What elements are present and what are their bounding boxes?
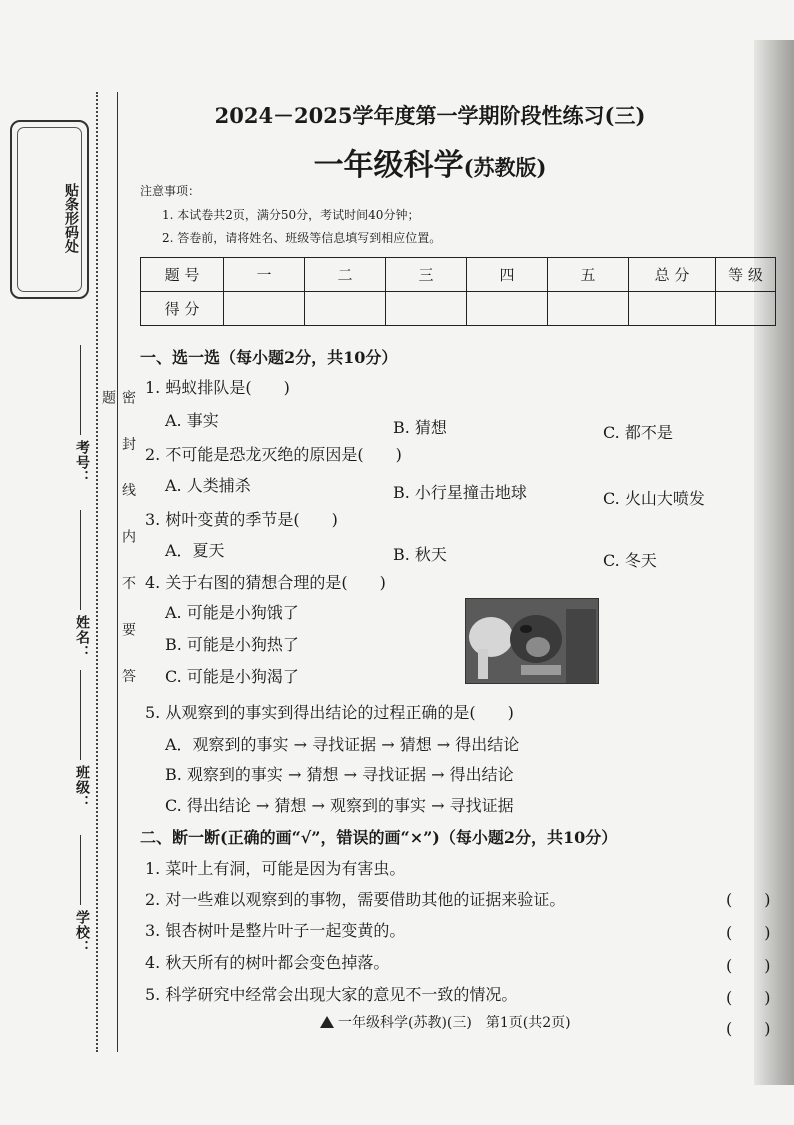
q5-option-b: B. 观察到的事实 → 猜想 → 寻找证据 → 得出结论 [165,765,514,784]
field-class: 班级： [74,765,90,810]
score-cell: 五 [548,258,629,292]
exam-subject [130,140,730,184]
score-entry[interactable] [305,292,386,326]
field-school: 学校： [74,910,90,955]
barcode-label: 贴条形码处 [63,183,79,253]
score-entry[interactable] [386,292,467,326]
judge-item-2: 2. 对一些难以观察到的事物，需要借助其他的证据来验证。 [145,890,566,909]
dog-photo-illustration [466,599,598,683]
publisher-logo-icon [320,1016,334,1028]
score-entry[interactable] [224,292,305,326]
q1-option-b: B. 猜想 [393,418,447,437]
note-item-1: 1. 本试卷共2页，满分50分，考试时间40分钟； [162,208,420,222]
q4-option-c: C. 可能是小狗渴了 [165,667,299,686]
section1-heading: 一、选一选（每小题2分，共10分） [140,348,398,367]
score-cell: 题 号 [141,258,224,292]
q5-option-c: C. 得出结论 → 猜想 → 观察到的事实 → 寻找证据 [165,796,514,815]
note-item-2: 2. 答卷前，请将姓名、班级等信息填写到相应位置。 [162,231,442,245]
page-footer [320,1012,571,1032]
answer-paren-5[interactable]: ( ) [726,1019,771,1038]
field-exam-number-line[interactable] [80,345,81,435]
score-cell: 三 [386,258,467,292]
score-entry[interactable] [716,292,776,326]
field-school-line[interactable] [80,835,81,905]
question-4: 4. 关于右图的猜想合理的是( ) [145,573,386,592]
field-name-line[interactable] [80,510,81,610]
exam-title: 2024－2025学年度第一学期阶段性练习(三) [214,103,646,128]
seal-text: 密 封 线 内 不 要 答 题 [100,390,136,697]
barcode-inner-frame [17,127,82,292]
score-entry[interactable] [467,292,548,326]
q2-option-a: A. 人类捕杀 [165,476,251,495]
score-table [140,257,776,326]
score-entry[interactable] [629,292,716,326]
q1-option-a: A. 事实 [165,411,219,430]
edition: (苏教版) [463,155,547,180]
section2-heading: 二、断一断(正确的画“√”，错误的画“×”)（每小题2分，共10分） [140,828,618,847]
judge-item-4: 4. 秋天所有的树叶都会变色掉落。 [145,953,390,972]
q3-option-b: B. 秋天 [393,545,447,564]
subject-name: 一年级科学 [313,148,464,183]
notes-heading: 注意事项： [140,184,201,198]
dog-photo [465,598,599,684]
question-2: 2. 不可能是恐龙灭绝的原因是( ) [145,445,402,464]
judge-item-5: 5. 科学研究中经常会出现大家的意见不一致的情况。 [145,985,518,1004]
q3-option-a: A．夏天 [165,541,225,560]
score-cell: 四 [467,258,548,292]
score-cell: 等 级 [716,258,776,292]
score-table-score-row [141,292,776,326]
field-exam-number: 考号： [74,440,90,485]
score-entry[interactable] [548,292,629,326]
answer-paren-4[interactable]: ( ) [726,988,771,1007]
q4-option-b: B. 可能是小狗热了 [165,635,299,654]
field-class-line[interactable] [80,670,81,760]
judge-item-1: 1. 菜叶上有洞，可能是因为有害虫。 [145,859,406,878]
score-cell: 总 分 [629,258,716,292]
field-name: 姓名： [74,615,90,660]
question-3: 3. 树叶变黄的季节是( ) [145,510,338,529]
q2-option-c: C. 火山大喷发 [603,489,705,508]
question-5: 5. 从观察到的事实到得出结论的过程正确的是( ) [145,703,514,722]
score-row-label: 得 分 [141,292,224,326]
q5-option-a: A．观察到的事实 → 寻找证据 → 猜想 → 得出结论 [165,735,520,754]
q4-option-a: A. 可能是小狗饿了 [165,603,299,622]
score-table-header-row [141,258,776,292]
q2-option-b: B. 小行星撞击地球 [393,483,527,502]
barcode-box [10,120,89,299]
footer-text: 一年级科学(苏教)(三) 第1页(共2页) [338,1015,571,1031]
answer-paren-1[interactable]: ( ) [726,890,771,909]
q3-option-c: C. 冬天 [603,551,657,570]
answer-paren-2[interactable]: ( ) [726,923,771,942]
answer-paren-3[interactable]: ( ) [726,956,771,975]
judge-item-3: 3. 银杏树叶是整片叶子一起变黄的。 [145,921,406,940]
question-1: 1. 蚂蚁排队是( ) [145,378,290,397]
score-cell: 一 [224,258,305,292]
score-cell: 二 [305,258,386,292]
q1-option-c: C. 都不是 [603,423,673,442]
